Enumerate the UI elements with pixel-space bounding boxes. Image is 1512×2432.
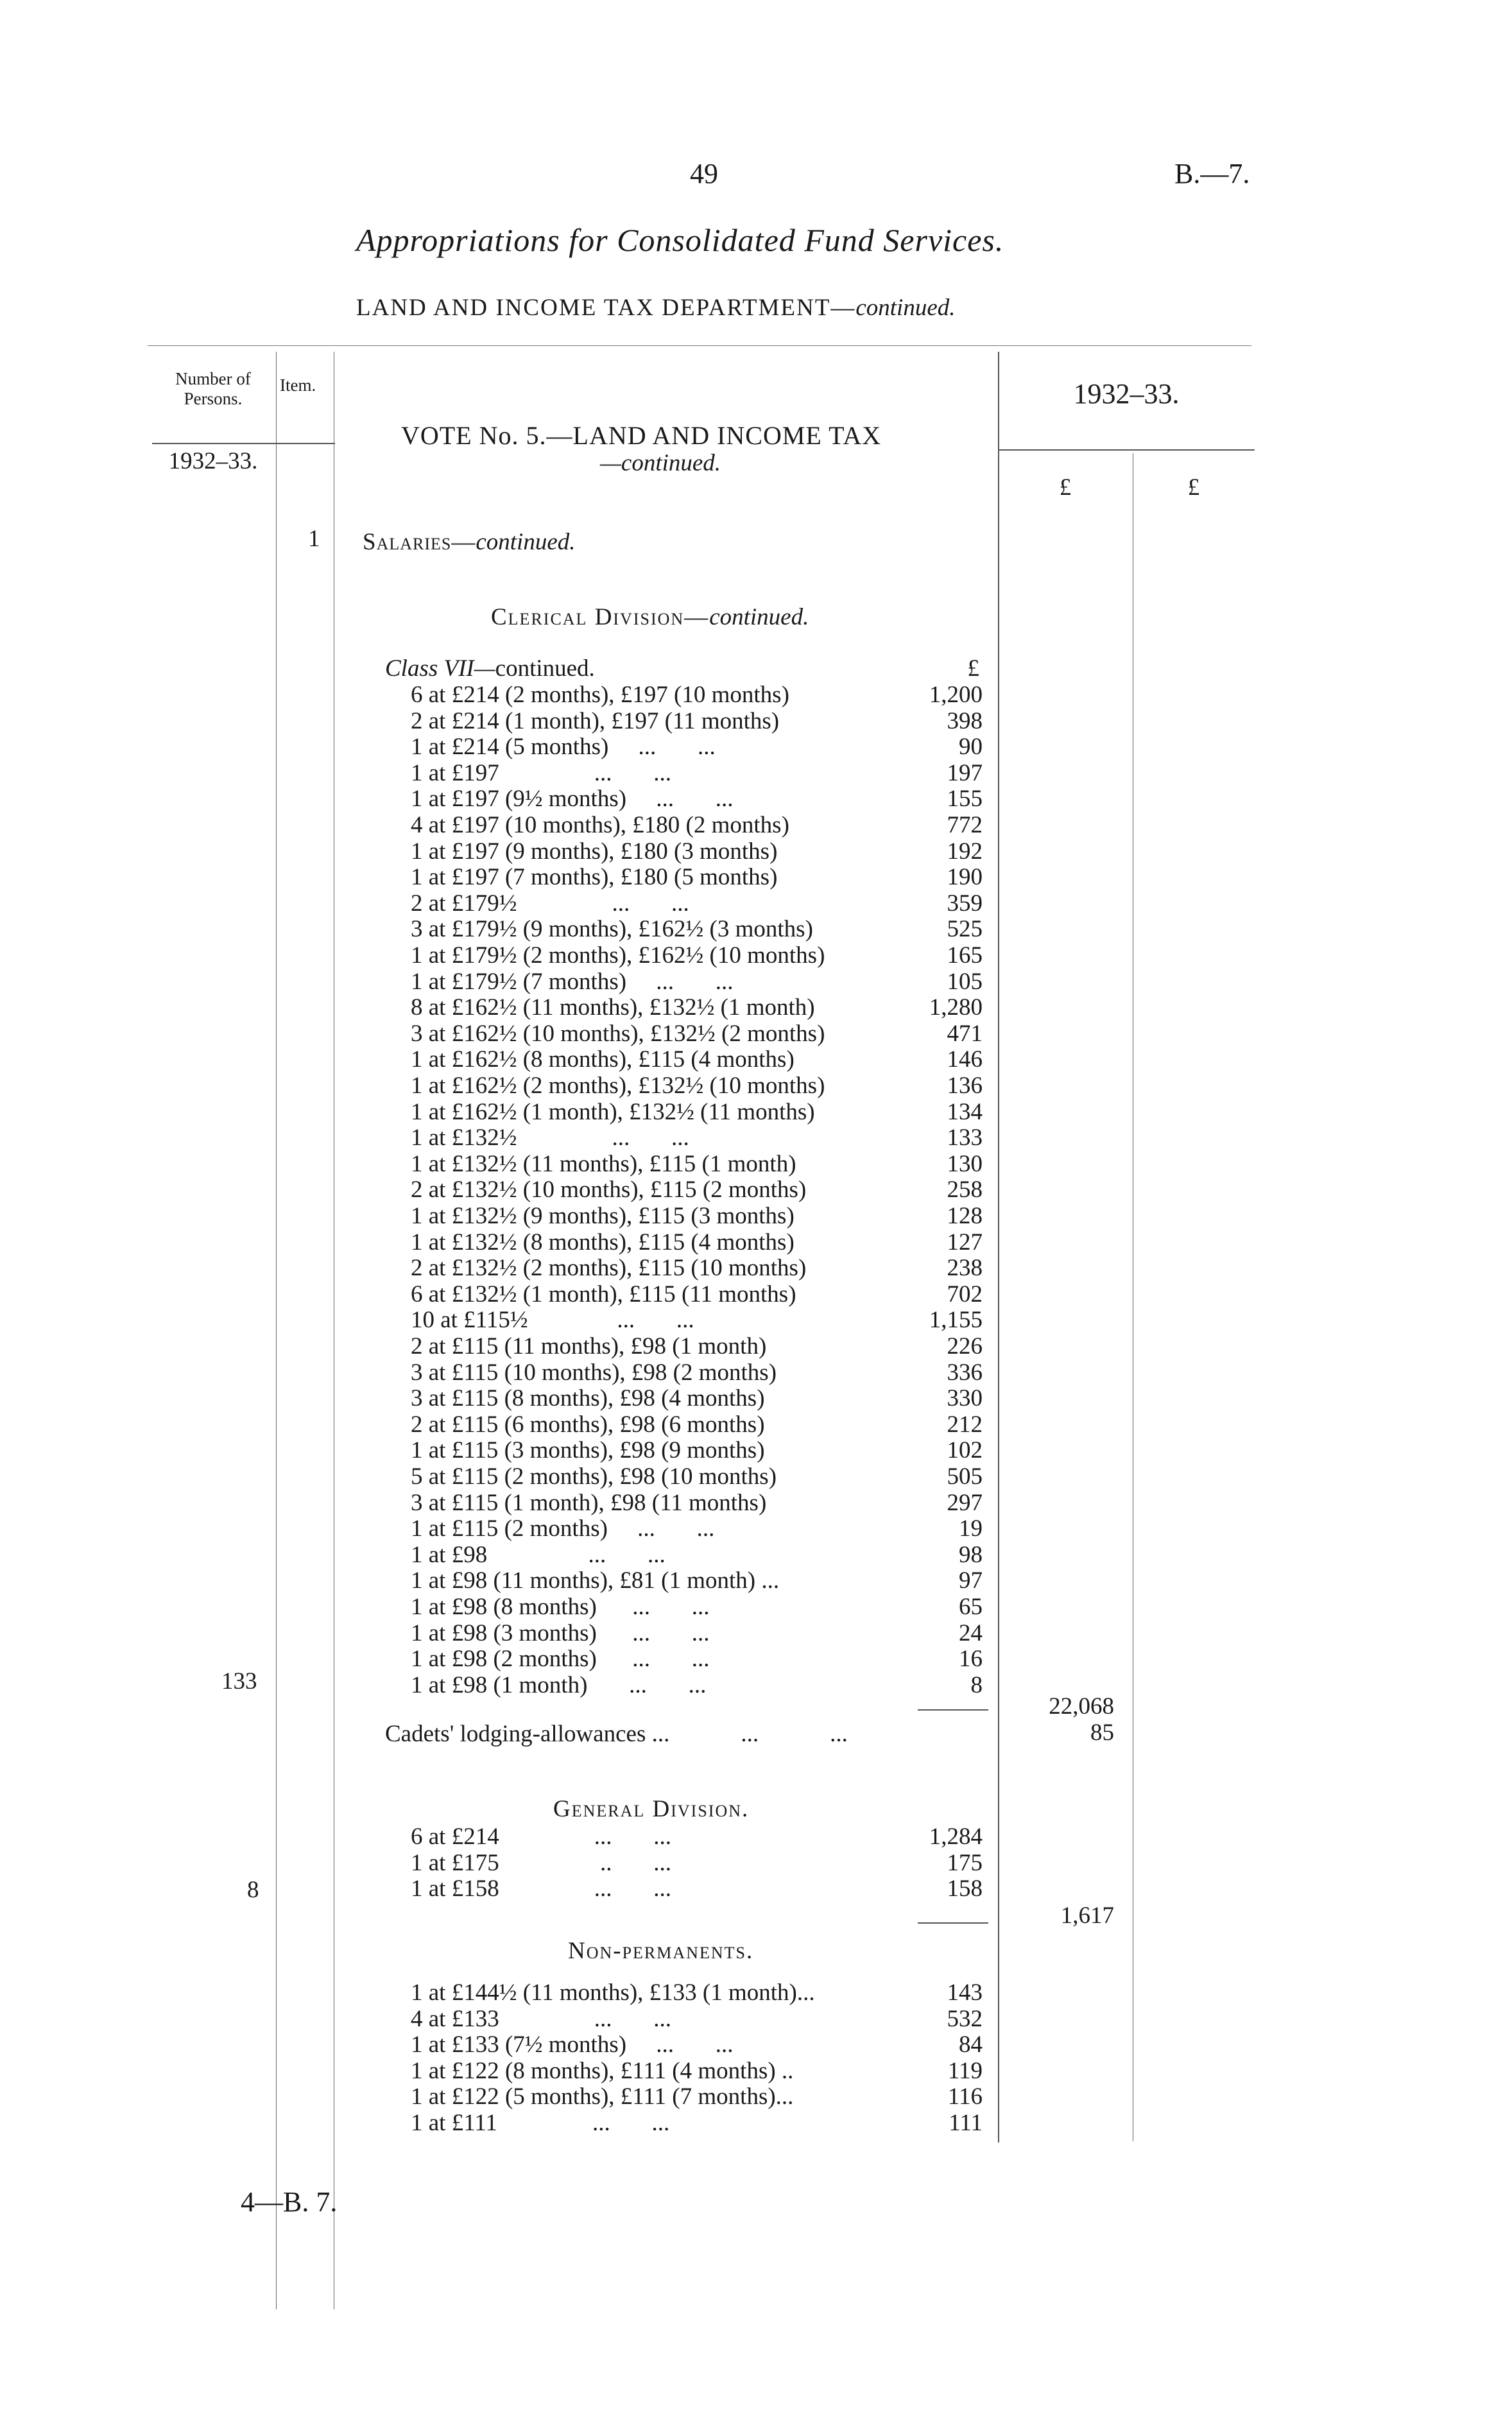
line-item-amount: 111 (949, 2110, 983, 2136)
line-item-amount: 102 (947, 1437, 983, 1464)
line-item-amount: 258 (947, 1177, 983, 1203)
rule-desc-amount (998, 352, 999, 2143)
line-item-description: 1 at £144½ (11 months), £133 (1 month)... (411, 1979, 815, 2006)
line-item-description: 2 at £132½ (10 months), £115 (2 months) (411, 1177, 807, 1203)
line-item-description: 3 at £115 (8 months), £98 (4 months) (411, 1385, 765, 1412)
class-vii-heading (385, 655, 595, 682)
line-item-description: 1 at £162½ (1 month), £132½ (11 months) (411, 1098, 815, 1125)
line-item-amount: 98 (959, 1541, 983, 1568)
department-name: LAND AND INCOME TAX DEPARTMENT— (356, 295, 856, 321)
line-item-description: 2 at £179½ ... ... (411, 890, 689, 917)
line-item-amount: 65 (959, 1594, 983, 1620)
line-item-description: 1 at £98 (3 months) ... ... (411, 1619, 710, 1646)
class-vii-continued: continued. (495, 655, 595, 682)
line-item-amount: 155 (947, 786, 983, 813)
line-item-description: 1 at £98 (1 month) ... ... (411, 1671, 707, 1698)
line-item-description: 6 at £132½ (1 month), £115 (11 months) (411, 1281, 796, 1307)
line-item-description: 1 at £179½ (2 months), £162½ (10 months) (411, 942, 825, 969)
line-item-amount: 136 (947, 1073, 983, 1099)
line-item-amount: 532 (947, 2005, 983, 2032)
line-item-description: 1 at £197 (9 months), £180 (3 months) (411, 838, 778, 865)
vote-heading-continued: —continued. (600, 450, 721, 476)
line-item-amount: 127 (947, 1229, 983, 1255)
line-item-description: 5 at £115 (2 months), £98 (10 months) (411, 1463, 777, 1490)
line-item-amount: 1,200 (929, 682, 983, 708)
general-division-heading: General Division. (553, 1796, 750, 1822)
line-item-amount: 24 (959, 1619, 983, 1646)
line-item-description: 1 at £132½ (9 months), £115 (3 months) (411, 1203, 795, 1229)
line-item-amount: 192 (947, 838, 983, 865)
number-of-persons-heading: Number of Persons. (175, 369, 251, 408)
line-item-amount: 143 (947, 1979, 983, 2006)
page-title: Appropriations for Consolidated Fund Services. (356, 222, 1004, 258)
line-item-description: 3 at £115 (1 month), £98 (11 months) (411, 1489, 767, 1516)
line-item-amount: 772 (947, 812, 983, 838)
line-item-amount: 90 (959, 734, 983, 761)
line-item-description: 6 at £214 ... ... (411, 1824, 671, 1850)
line-item-amount: 134 (947, 1098, 983, 1125)
line-item-description: 2 at £214 (1 month), £197 (11 months) (411, 707, 780, 734)
line-item-description: 4 at £133 ... ... (411, 2005, 671, 2032)
item-heading: Item. (280, 375, 316, 395)
line-item-description: 1 at £98 (2 months) ... ... (411, 1646, 710, 1673)
line-item-amount: 398 (947, 707, 983, 734)
cadets-amount: 85 (1090, 1720, 1114, 1746)
line-item-amount: 212 (947, 1411, 983, 1438)
line-item-description: 2 at £132½ (2 months), £115 (10 months) (411, 1255, 807, 1282)
line-item-description: 1 at £158 ... ... (411, 1876, 671, 1902)
line-item-description: 1 at £132½ ... ... (411, 1125, 689, 1151)
pound-heading-1: £ (1059, 474, 1072, 501)
line-item-amount: 1,280 (929, 994, 983, 1021)
line-item-description: 2 at £115 (6 months), £98 (6 months) (411, 1411, 765, 1438)
line-item-amount: 19 (959, 1515, 983, 1542)
line-item-amount: 330 (947, 1385, 983, 1412)
salaries-continued: continued. (476, 529, 576, 555)
line-item-amount: 175 (947, 1849, 983, 1876)
line-item-amount: 525 (947, 916, 983, 943)
line-item-amount: 128 (947, 1203, 983, 1229)
salaries-heading (363, 528, 576, 556)
item-number: 1 (308, 526, 320, 552)
line-item-description: 6 at £214 (2 months), £197 (10 months) (411, 682, 789, 708)
general-sum-rule (918, 1922, 988, 1924)
table-top-rule (148, 345, 1251, 346)
line-item-amount: 8 (970, 1671, 983, 1698)
line-item-description: 3 at £162½ (10 months), £132½ (2 months) (411, 1020, 825, 1047)
line-item-description: 3 at £179½ (9 months), £162½ (3 months) (411, 916, 813, 943)
clerical-sum-rule (918, 1709, 988, 1711)
department-heading (356, 294, 956, 322)
class-vii-label: Class VII— (385, 655, 495, 682)
printer-signature: 4—B. 7. (241, 2186, 338, 2218)
non-permanents-heading: Non-permanents. (568, 1938, 754, 1964)
clerical-subtotal: 22,068 (1049, 1693, 1114, 1720)
line-item-amount: 336 (947, 1359, 983, 1386)
line-item-description: 1 at £98 (8 months) ... ... (411, 1594, 710, 1620)
line-item-amount: 133 (947, 1125, 983, 1151)
line-item-amount: 197 (947, 759, 983, 786)
rule-persons-item (276, 352, 277, 2309)
line-item-description: 1 at £162½ (8 months), £115 (4 months) (411, 1046, 795, 1073)
line-item-amount: 165 (947, 942, 983, 969)
line-item-amount: 238 (947, 1255, 983, 1282)
line-item-description: 8 at £162½ (11 months), £132½ (1 month) (411, 994, 815, 1021)
cadets-lodging-allowances: Cadets' lodging-allowances ... ... ... (385, 1721, 848, 1747)
line-item-amount: 1,284 (929, 1824, 983, 1850)
line-item-description: 2 at £115 (11 months), £98 (1 month) (411, 1333, 767, 1359)
general-subtotal: 1,617 (1060, 1902, 1114, 1929)
line-item-amount: 297 (947, 1489, 983, 1516)
line-item-description: 1 at £179½ (7 months) ... ... (411, 968, 734, 995)
salaries-label: Salaries— (363, 529, 476, 555)
line-item-description: 1 at £115 (2 months) ... ... (411, 1515, 715, 1542)
line-item-description: 1 at £197 (7 months), £180 (5 months) (411, 864, 778, 891)
line-item-amount: 116 (947, 2083, 983, 2110)
line-item-amount: 1,155 (929, 1307, 983, 1334)
line-item-amount: 190 (947, 864, 983, 891)
line-item-description: 1 at £133 (7½ months) ... ... (411, 2031, 734, 2058)
vote-heading: VOTE No. 5.—LAND AND INCOME TAX (401, 421, 882, 450)
line-item-amount: 505 (947, 1463, 983, 1490)
line-item-description: 1 at £197 ... ... (411, 759, 671, 786)
line-item-description: 1 at £122 (8 months), £111 (4 months) .. (411, 2057, 794, 2084)
department-continued: continued. (855, 295, 956, 321)
line-item-description: 1 at £115 (3 months), £98 (9 months) (411, 1437, 765, 1464)
line-item-amount: 359 (947, 890, 983, 917)
persons-header-rule (152, 443, 335, 444)
line-item-amount: 471 (947, 1020, 983, 1047)
line-item-amount: 226 (947, 1333, 983, 1359)
line-item-amount: 702 (947, 1281, 983, 1307)
document-reference: B.—7. (1174, 158, 1250, 189)
line-item-description: 1 at £132½ (8 months), £115 (4 months) (411, 1229, 795, 1255)
line-item-description: 3 at £115 (10 months), £98 (2 months) (411, 1359, 777, 1386)
line-item-description: 1 at £214 (5 months) ... ... (411, 734, 716, 761)
line-item-description: 1 at £98 (11 months), £81 (1 month) ... (411, 1567, 780, 1594)
year-heading: 1932–33. (1073, 378, 1180, 410)
clerical-pound-heading: £ (967, 655, 979, 682)
pound-heading-2: £ (1187, 474, 1200, 501)
line-item-description: 1 at £111 ... ... (411, 2110, 670, 2136)
general-persons: 8 (247, 1877, 259, 1903)
line-item-amount: 16 (959, 1646, 983, 1673)
line-item-description: 1 at £122 (5 months), £111 (7 months)... (411, 2083, 794, 2110)
line-item-amount: 130 (947, 1150, 983, 1177)
line-item-description: 1 at £162½ (2 months), £132½ (10 months) (411, 1073, 825, 1099)
clerical-division-continued: continued. (709, 604, 809, 630)
clerical-division-label: Clerical Division— (491, 604, 710, 630)
line-item-amount: 119 (947, 2057, 983, 2084)
line-item-amount: 97 (959, 1567, 983, 1594)
line-item-amount: 158 (947, 1876, 983, 1902)
persons-year: 1932–33. (168, 448, 258, 474)
line-item-amount: 84 (959, 2031, 983, 2058)
line-item-description: 1 at £98 ... ... (411, 1541, 666, 1568)
line-item-description: 4 at £197 (10 months), £180 (2 months) (411, 812, 789, 838)
line-item-description: 1 at £175 .. ... (411, 1849, 671, 1876)
line-item-amount: 105 (947, 968, 983, 995)
clerical-persons: 133 (221, 1668, 257, 1695)
clerical-division-heading (491, 603, 809, 631)
page-number: 49 (690, 158, 718, 189)
line-item-description: 1 at £197 (9½ months) ... ... (411, 786, 734, 813)
line-item-amount: 146 (947, 1046, 983, 1073)
line-item-description: 10 at £115½ ... ... (411, 1307, 694, 1334)
line-item-description: 1 at £132½ (11 months), £115 (1 month) (411, 1150, 796, 1177)
year-header-rule (998, 449, 1255, 451)
